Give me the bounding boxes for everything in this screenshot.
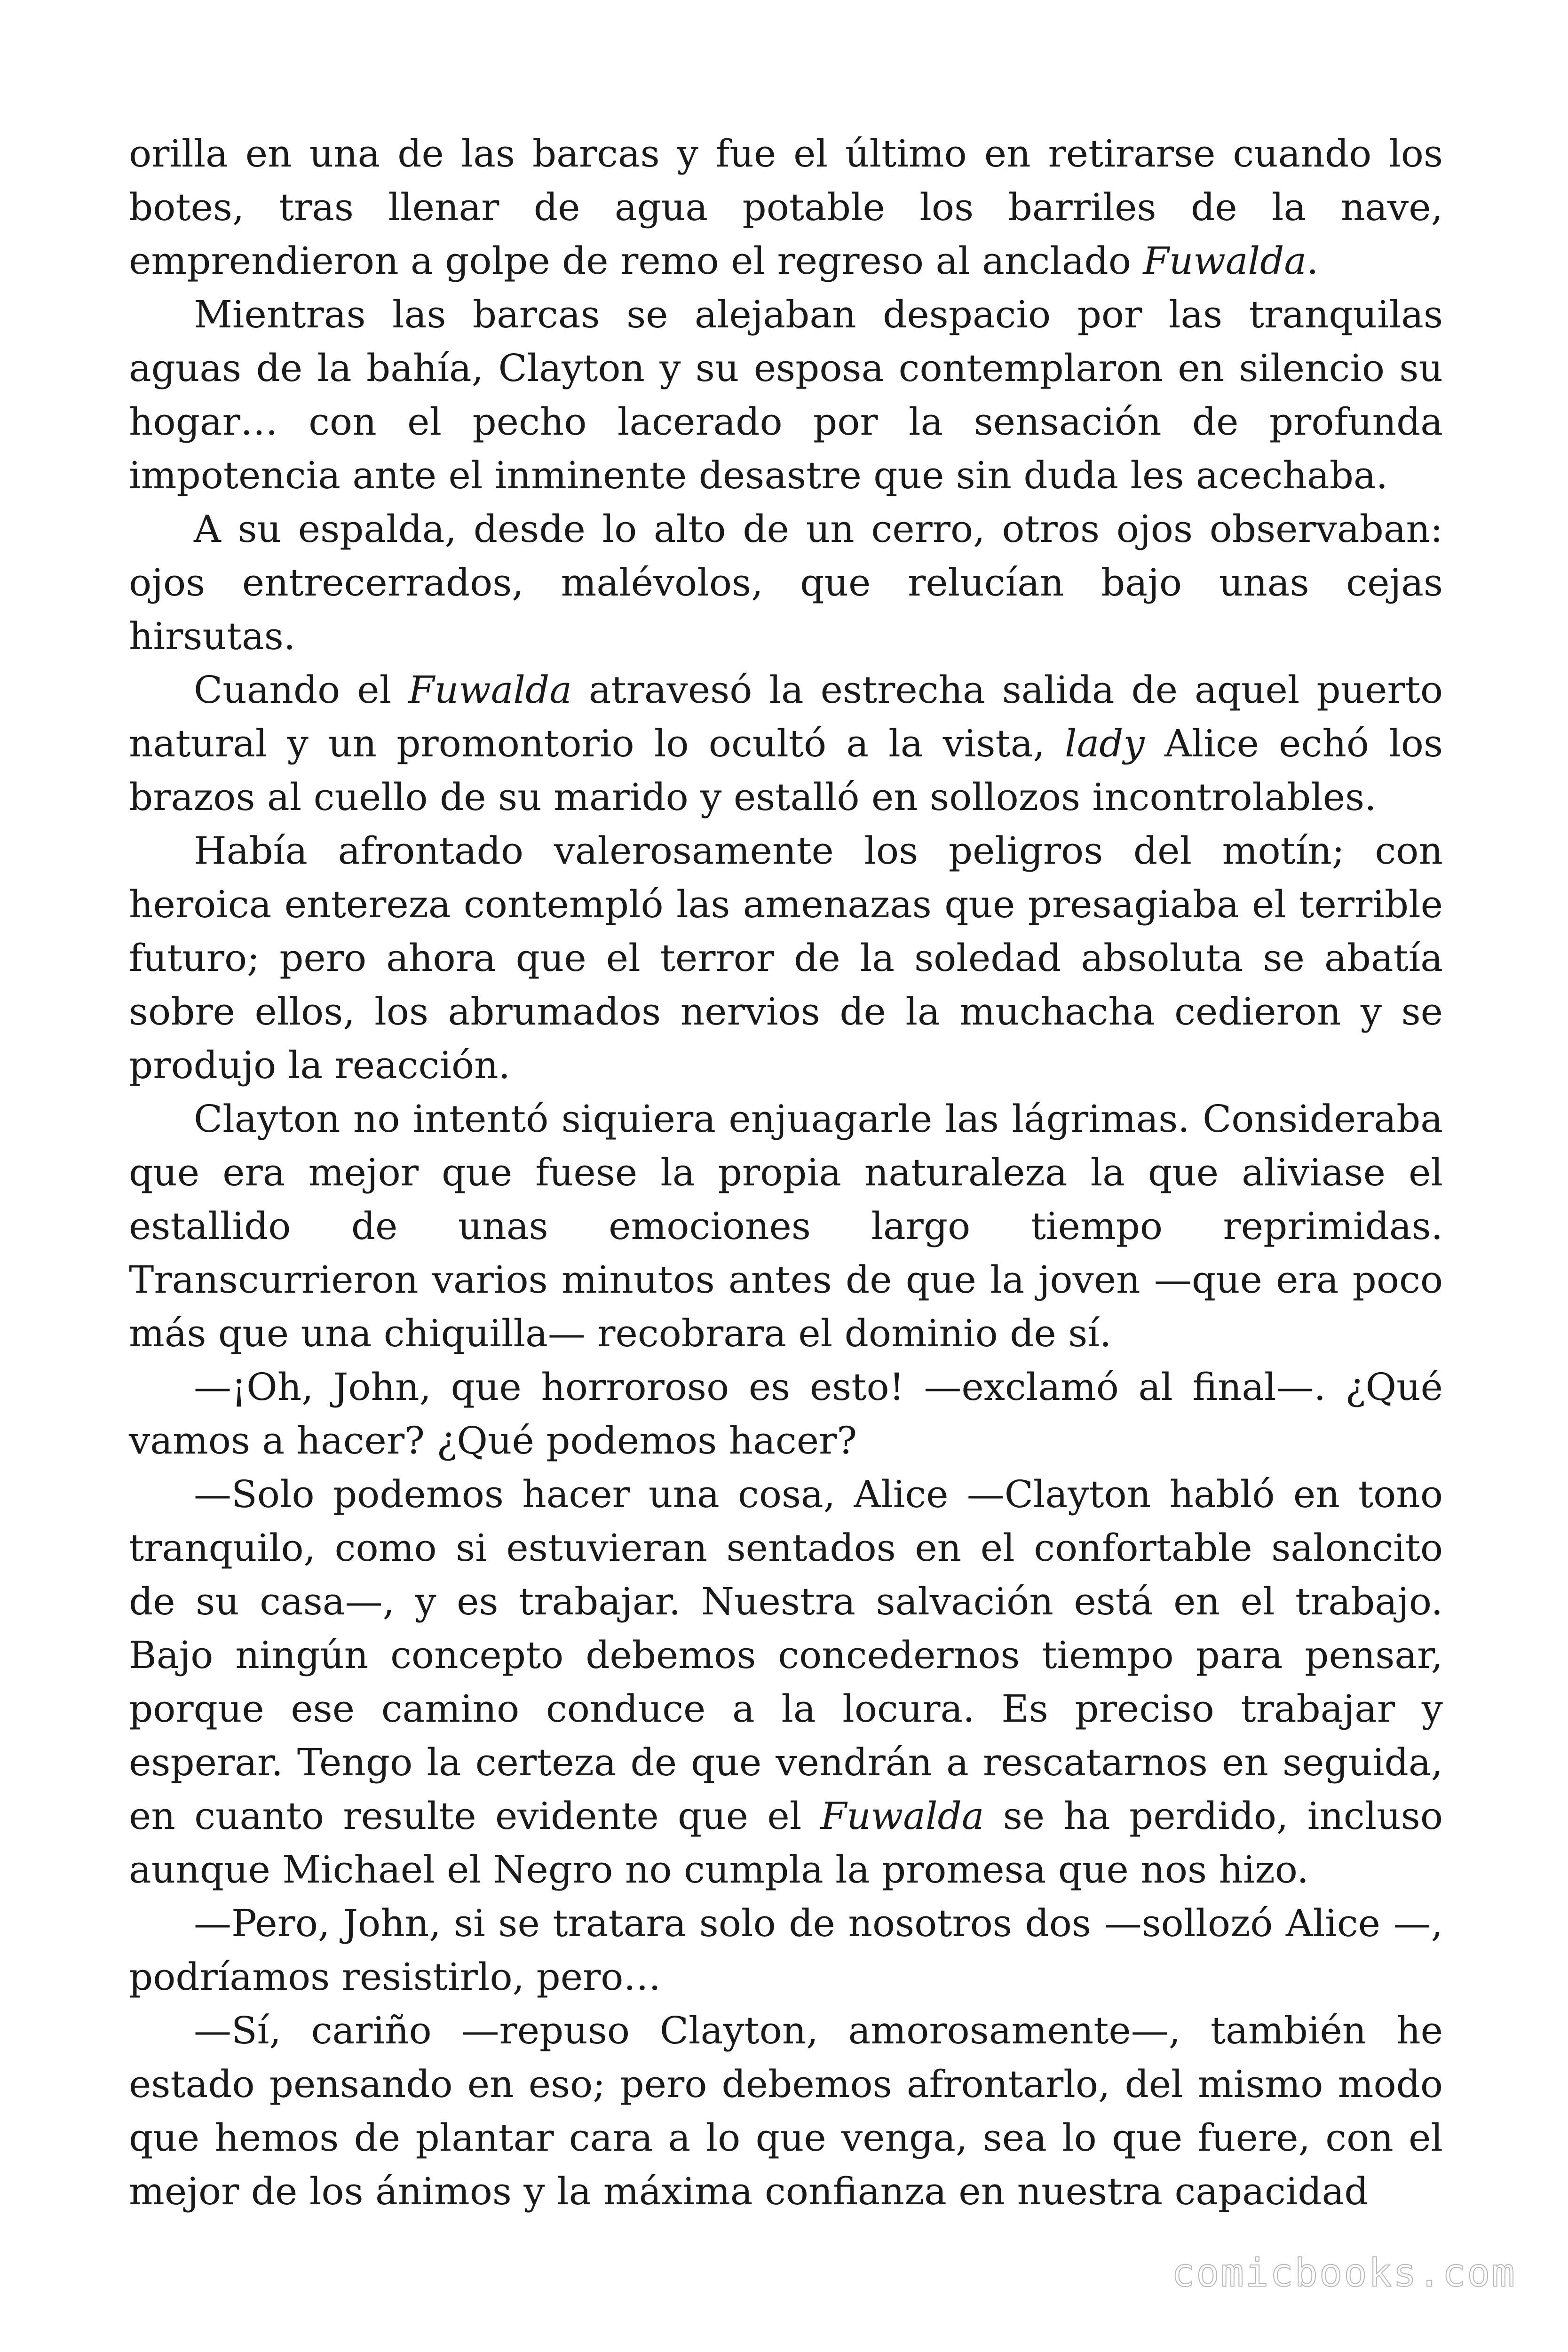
text-run: Mientras las barcas se alejaban despacio por las tranquilas aguas de la bahía, Clayton y su esposa contemplaron en silencio su hogar… con el pecho lacerado por la sensación de profunda impotencia ante el inminente desastre que sin duda les acechaba. (129, 293, 1443, 497)
italic-text: Fuwalda (408, 668, 572, 712)
italic-text: Fuwalda (820, 1794, 984, 1838)
paragraph (129, 1897, 1443, 2004)
text-run: Alice echó los brazos al cuello de su marido y estalló en sollozos incontrolables. (129, 722, 1443, 819)
watermark: comicbooks.com (1171, 2251, 1516, 2296)
paragraph (129, 824, 1443, 1092)
paragraph (129, 127, 1443, 288)
book-page (129, 127, 1443, 2218)
text-run: —Solo podemos hacer una cosa, Alice —Clayton habló en tono tranquilo, como si estuvieran sentados en el confortable saloncito de su casa—, y es trabajar. Nuestra salvación está en el trabajo. Bajo ningún concepto debemos concedernos tiempo para pensar, porque ese camino conduce a la locura. Es preciso trabajar y esperar. Tengo la certeza de que vendrán a rescatarnos en seguida, en cuanto resulte evidente que el (129, 1472, 1443, 1838)
italic-text: Fuwalda (1143, 239, 1307, 283)
paragraph (129, 288, 1443, 502)
italic-text: lady (1065, 722, 1145, 765)
text-run: . (1307, 239, 1319, 283)
text-run: Había afrontado valerosamente los peligros del motín; con heroica entereza contempló las amenazas que presagiaba el terrible futuro; pero ahora que el terror de la soledad absoluta se abatía sobre ellos, los abrumados nervios de la muchacha cedieron y se produjo la reacción. (129, 829, 1443, 1087)
paragraph (129, 502, 1443, 663)
text-run: se ha perdido, incluso aunque Michael el Negro no cumpla la promesa que nos hizo. (129, 1794, 1443, 1891)
paragraph (129, 2004, 1443, 2218)
text-run: orilla en una de las barcas y fue el último en retirarse cuando los botes, tras llenar de agua potable los barriles de la nave, emprendieron a golpe de remo el regreso al anclado (129, 132, 1443, 283)
text-run: —Sí, cariño —repuso Clayton, amorosamente—, también he estado pensando en eso; pero debemos afrontarlo, del mismo modo que hemos de plantar cara a lo que venga, sea lo que fuere, con el mejor de los ánimos y la máxima confianza en nuestra capacidad (129, 2009, 1443, 2213)
text-run: atravesó la estrecha salida de aquel puerto natural y un promontorio lo ocultó a la vista, (129, 668, 1443, 765)
text-run: A su espalda, desde lo alto de un cerro, otros ojos observaban: ojos entrecerrados, malévolos, que relucían bajo unas cejas hirsutas. (129, 507, 1443, 658)
text-run: Clayton no intentó siquiera enjuagarle las lágrimas. Consideraba que era mejor que fuese la propia naturaleza la que aliviase el estallido de unas emociones largo tiempo reprimidas. Transcurrieron varios minutos antes de que la joven —que era poco más que una chiquilla— recobrara el dominio de sí. (129, 1097, 1443, 1355)
paragraph (129, 1092, 1443, 1360)
paragraph (129, 1360, 1443, 1468)
text-run: —Pero, John, si se tratara solo de nosotros dos —sollozó Alice —, podríamos resistirlo, pero… (129, 1901, 1443, 1999)
paragraph (129, 663, 1443, 824)
text-run: —¡Oh, John, que horroroso es esto! —exclamó al final—. ¿Qué vamos a hacer? ¿Qué podemos hacer? (129, 1365, 1443, 1462)
paragraph (129, 1468, 1443, 1897)
text-run: Cuando el (194, 668, 409, 712)
